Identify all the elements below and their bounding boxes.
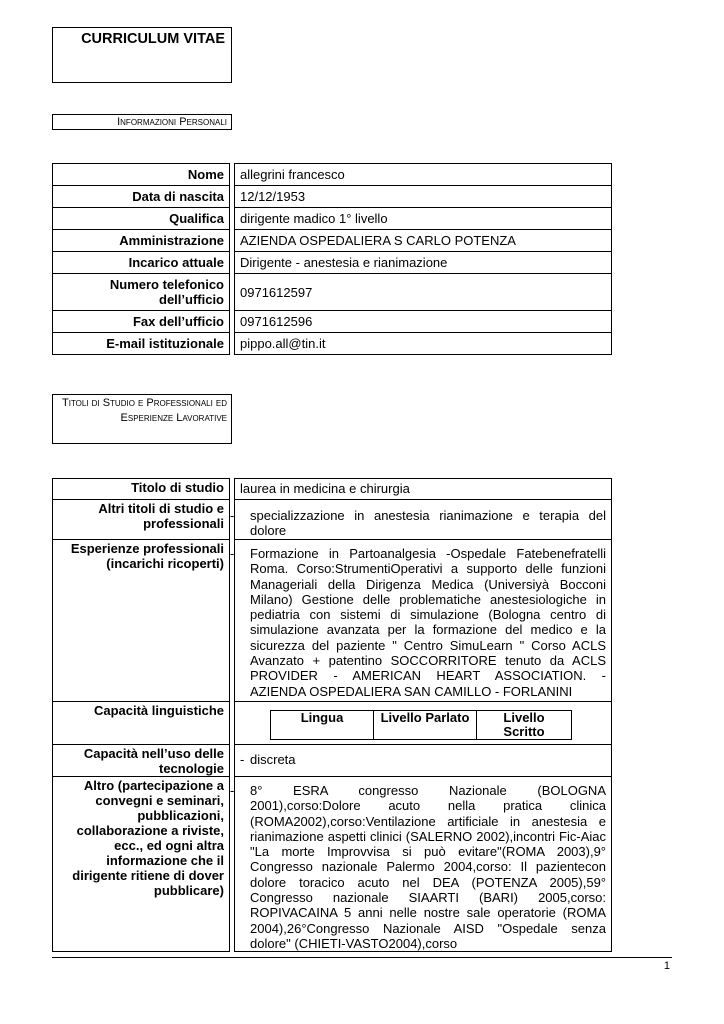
table-row — [53, 230, 612, 252]
label-altri-titoli: Altri titoli di studio e professionali — [53, 500, 230, 540]
table-row — [53, 208, 612, 230]
label-amministrazione: Amministrazione — [53, 230, 230, 252]
value-nome: allegrini francesco — [235, 164, 612, 186]
table-row — [53, 186, 612, 208]
value-tecnologie: - discreta — [235, 745, 612, 777]
title-box — [52, 27, 232, 83]
lang-header-lingua: Lingua — [271, 711, 374, 740]
table-row — [53, 702, 612, 745]
label-nome: Nome — [53, 164, 230, 186]
label-esperienze: Esperienze professionali (incarichi ricoperti) — [53, 540, 230, 702]
value-telefono: 0971612597 — [235, 274, 612, 311]
value-lingue — [235, 702, 612, 745]
value-altri-titoli: - specializzazione in anestesia rianimazione e terapia del dolore — [235, 500, 612, 540]
label-altro: Altro (partecipazione a convegni e seminari, pubblicazioni, collaborazione a riviste, ecc., ed ogni altra informazione che il dirigente ritiene di dover pubblicare) — [53, 777, 230, 952]
footer-divider — [52, 957, 672, 958]
label-qualifica: Qualifica — [53, 208, 230, 230]
value-amministrazione: AZIENDA OSPEDALIERA S CARLO POTENZA — [235, 230, 612, 252]
label-fax: Fax dell’ufficio — [53, 311, 230, 333]
label-tecnologie: Capacità nell’uso delle tecnologie — [53, 745, 230, 777]
table-row — [53, 333, 612, 355]
section-heading-studies: Titoli di Studio e Professionali ed Esperienze Lavorative — [52, 394, 232, 444]
lang-header-parlato: Livello Parlato — [374, 711, 477, 740]
table-row — [53, 479, 612, 500]
document-title: CURRICULUM VITAE — [81, 31, 225, 47]
label-lingue: Capacità linguistiche — [53, 702, 230, 745]
label-telefono: Numero telefonico dell’ufficio — [53, 274, 230, 311]
table-row — [53, 311, 612, 333]
table-row — [53, 500, 612, 540]
table-row — [53, 745, 612, 777]
label-titolo-studio: Titolo di studio — [53, 479, 230, 500]
page-number: 1 — [663, 960, 670, 972]
section-heading-personal: Informazioni Personali — [52, 114, 232, 130]
value-incarico: Dirigente - anestesia e rianimazione — [235, 252, 612, 274]
value-fax: 0971612596 — [235, 311, 612, 333]
value-esperienze: - Formazione in Partoanalgesia -Ospedale Fatebenefratelli Roma. Corso:StrumentiOperativi a supporto delle funzioni Manageriali della Dirigenza Medica (Universiyà Bocconi Milano) Gestione delle problematiche anestesiologiche in pediatria con sistemi di simulazione (Bologna centro di simulazione avanzata per la formazione del medico e la sicurezza del paziente " Centro SimuLearn " Corso ACLS Avanzato + patentino SOCCORRITORE tenuto da ACLS PROVIDER - AMERICAN HEART ASSOCIATION. - AZIENDA OSPEDALIERA SAN CAMILLO - FORLANINI — [235, 540, 612, 702]
value-titolo-studio: laurea in medicina e chirurgia — [235, 479, 612, 500]
table-row — [53, 540, 612, 702]
value-email: pippo.all@tin.it — [235, 333, 612, 355]
label-incarico: Incarico attuale — [53, 252, 230, 274]
personal-info-table — [52, 163, 612, 355]
table-row — [53, 164, 612, 186]
value-qualifica: dirigente madico 1° livello — [235, 208, 612, 230]
languages-table — [270, 710, 572, 740]
studies-table — [52, 478, 612, 952]
label-data-nascita: Data di nascita — [53, 186, 230, 208]
value-data-nascita: 12/12/1953 — [235, 186, 612, 208]
label-email: E-mail istituzionale — [53, 333, 230, 355]
table-row — [53, 777, 612, 952]
table-row — [53, 252, 612, 274]
lang-header-scritto: Livello Scritto — [477, 711, 572, 740]
table-row — [53, 274, 612, 311]
value-altro: - 8° ESRA congresso Nazionale (BOLOGNA 2001),corso:Dolore acuto nella pratica clinica (ROMA2002),corso:Ventilazione artificiale in anestesia e rianimazione aspetti clinici (SALERNO 2002),incontri Fic-Aiac "La morte Improvvisa si può evitare"(ROMA 2003),9° Congresso nazionale Palermo 2004,corso: Il pazientecon dolore toracico acuto nel DEA (POTENZA 2005),59° Congresso nazionale SIAARTI (BARI) 2005,corso: ROPIVACAINA 5 anni nelle nostre sale operatorie (ROMA 2004),26°Congresso Nazionale AISD "Ospedale senza dolore" (CHIETI-VASTO2004),corso — [235, 777, 612, 952]
